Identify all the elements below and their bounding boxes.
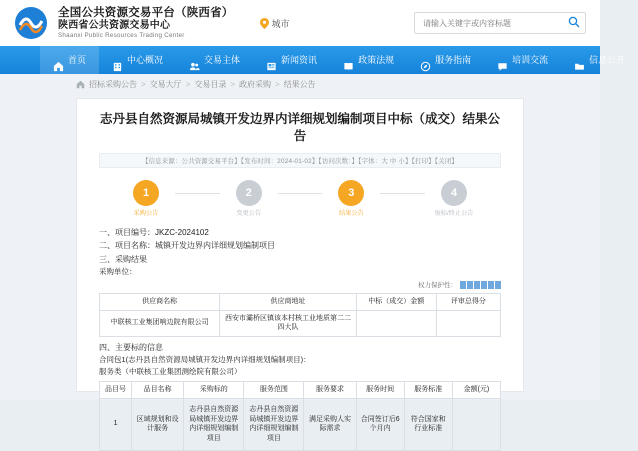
nav-label-6: 培训交流	[512, 55, 549, 65]
service-supplier-line: 服务类（中联核工业集团测绘院有限公司）	[99, 367, 242, 377]
nav-label-7: 信息公开	[589, 55, 626, 65]
step-connector-1	[175, 193, 220, 194]
news-icon	[266, 55, 277, 66]
result-th-1: 供应商地址	[220, 294, 356, 310]
nav-item-0[interactable]	[40, 46, 99, 74]
folder-icon	[574, 55, 585, 66]
breadcrumb	[0, 74, 600, 94]
nav-item-2[interactable]	[176, 46, 253, 74]
goods-cell-0-4: 满足采购人实际需求	[304, 398, 356, 450]
site-header	[0, 0, 600, 46]
section-project-number: 一、项目编号：JKZC-2024102	[99, 227, 209, 237]
contract-package-line: 合同包1(志丹县自然资源局城镇开发边界内详细规划编制项目)：	[99, 355, 311, 365]
chat-icon	[497, 55, 508, 66]
step-4-number: 4	[441, 180, 467, 206]
goods-cell-0-5: 合同签订后6个月内	[356, 398, 404, 450]
site-title-line3: Shaanxi Public Resources Trading Center	[58, 32, 185, 40]
goods-table	[99, 381, 501, 450]
goods-th-3: 服务范围	[244, 382, 304, 398]
home-icon	[76, 80, 85, 89]
search-input[interactable]	[414, 12, 586, 34]
goods-th-2: 采购标的	[184, 382, 244, 398]
breadcrumb-item-1[interactable]: 交易大厅	[149, 79, 182, 89]
nav-label-2: 交易主体	[204, 55, 241, 65]
trading-center-logo	[14, 6, 48, 40]
city-selector[interactable]	[260, 17, 290, 30]
main-nav	[0, 46, 626, 74]
document-meta: 【信息来源：公共资源交易平台】【发布时间：2024-01-02】【访问次数：】【字体：大 中 小】【打印】【关闭】	[99, 153, 501, 168]
document-body	[77, 224, 523, 451]
protection-row	[99, 280, 501, 289]
location-pin-icon	[260, 18, 269, 29]
nav-label-3: 新闻资讯	[281, 55, 318, 65]
step-connector-3	[380, 193, 425, 194]
city-label: 城市	[271, 18, 290, 29]
step-2-number: 2	[236, 180, 262, 206]
building-icon	[112, 55, 123, 66]
step-4-label: 废标/终止公告	[434, 209, 474, 217]
progress-stepper	[77, 180, 523, 218]
section-project-name: 二、项目名称：城镇开发边界内详细规划编制项目	[99, 241, 275, 251]
result-table	[99, 293, 501, 336]
section-standard-info: 四、主要标的信息	[99, 342, 163, 352]
goods-cell-0-3: 志丹县自然资源局城镇开发边界内详细规划编制项目	[244, 398, 304, 450]
step-1-label: 采购公告	[133, 209, 159, 217]
breadcrumb-sep-1: >	[185, 79, 191, 89]
table-row	[100, 310, 501, 336]
breadcrumb-item-0[interactable]: 招标采购公告	[89, 79, 137, 89]
nav-item-6[interactable]	[484, 46, 561, 74]
table-header-row	[100, 382, 501, 398]
protection-label: 权力保护性：	[418, 282, 457, 290]
nav-label-0: 首页	[68, 55, 87, 65]
breadcrumb-item-3[interactable]: 政府采购	[239, 79, 272, 89]
step-3[interactable]	[322, 180, 380, 218]
compass-icon	[420, 55, 431, 66]
breadcrumb-sep-2: >	[230, 79, 236, 89]
site-title-line1: 全国公共资源交易平台（陕西省）	[58, 6, 234, 19]
step-1-number: 1	[133, 180, 159, 206]
announcement-card	[76, 98, 524, 442]
search-icon	[568, 16, 580, 31]
purchase-unit-label: 采购单位：	[99, 267, 137, 277]
nav-label-4: 政策法规	[358, 55, 395, 65]
search-button[interactable]	[562, 12, 586, 34]
redaction-blocks-icon	[460, 281, 501, 289]
step-connector-2	[278, 193, 323, 194]
site-title-line2: 陕西省公共资源交易中心	[58, 20, 171, 32]
goods-cell-0-2: 志丹县自然资源局城镇开发边界内详细规划编制项目	[184, 398, 244, 450]
goods-th-0: 品目号	[100, 382, 132, 398]
step-1[interactable]	[117, 180, 175, 218]
nav-label-5: 服务指南	[435, 55, 472, 65]
users-icon	[189, 55, 200, 66]
result-th-0: 供应商名称	[100, 294, 220, 310]
nav-label-1: 中心概况	[127, 55, 164, 65]
nav-item-1[interactable]	[99, 46, 176, 74]
site-title-block	[58, 7, 234, 40]
nav-item-3[interactable]	[253, 46, 330, 74]
home-icon	[53, 55, 64, 66]
breadcrumb-sep-3: >	[275, 79, 280, 89]
result-th-3: 评审总得分	[436, 294, 500, 310]
goods-cell-0-6: 符合国家和行业标准	[404, 398, 452, 450]
result-cell-0-2	[356, 310, 436, 336]
goods-th-5: 服务时间	[356, 382, 404, 398]
breadcrumb-item-2[interactable]: 交易目录	[194, 79, 227, 89]
table-row	[100, 398, 501, 450]
goods-th-1: 品目名称	[132, 382, 184, 398]
result-th-2: 中标（成交）金额	[356, 294, 436, 310]
step-3-number: 3	[338, 180, 364, 206]
goods-cell-0-0: 1	[100, 398, 132, 450]
search-area	[414, 12, 586, 34]
section-result: 三、采购结果	[99, 254, 147, 264]
goods-th-4: 服务要求	[304, 382, 356, 398]
result-cell-0-0: 中联核工业集团响边院有限公司	[100, 310, 220, 336]
book-icon	[343, 55, 354, 66]
step-2-label: 变更公告	[236, 209, 262, 217]
nav-item-5[interactable]	[407, 46, 484, 74]
goods-th-6: 服务标准	[404, 382, 452, 398]
page-title: 志丹县自然资源局城镇开发边界内详细规划编制项目中标（成交）结果公告	[99, 112, 500, 143]
step-3-label: 结果公告	[338, 209, 364, 217]
goods-cell-0-1: 区域规划和设计服务	[132, 398, 184, 450]
goods-cell-0-7	[452, 398, 500, 450]
goods-th-7: 金额(元)	[452, 382, 500, 398]
nav-item-7[interactable]	[561, 46, 638, 74]
nav-item-4[interactable]	[330, 46, 407, 74]
breadcrumb-item-4: 结果公告	[283, 79, 316, 89]
result-cell-0-3	[436, 310, 500, 336]
step-2[interactable]	[220, 180, 278, 218]
step-4[interactable]	[425, 180, 483, 218]
result-cell-0-1: 西安市灞桥区镇该本村核工业地质第二二四大队	[220, 310, 356, 336]
breadcrumb-sep-0: >	[141, 79, 146, 89]
table-header-row	[100, 294, 501, 310]
